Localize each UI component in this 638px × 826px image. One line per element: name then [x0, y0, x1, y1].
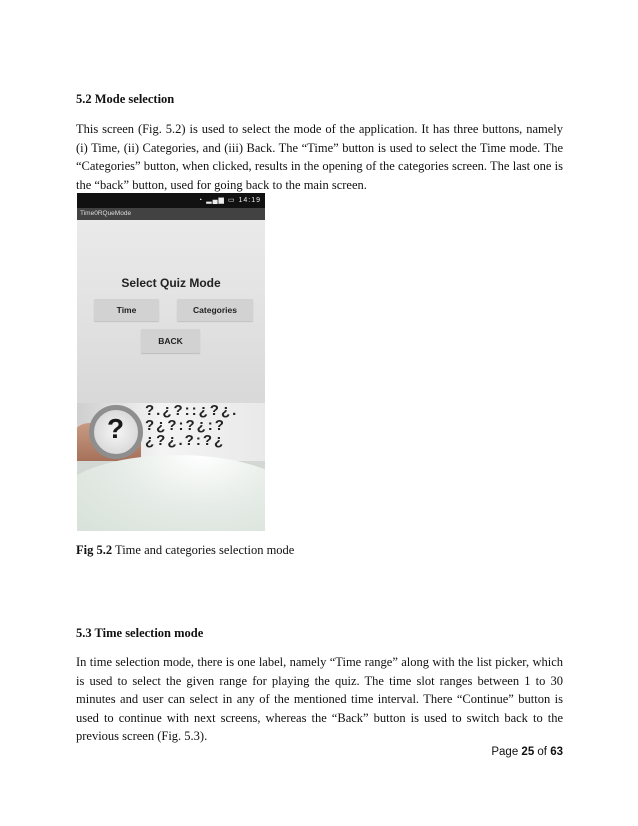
- section-5-2-heading: 5.2 Mode selection: [76, 92, 175, 106]
- battery-icon: ▭: [227, 197, 236, 204]
- signal-icon: ◔ ▂▄▆: [198, 197, 225, 204]
- question-marks-pattern: ?.¿?::¿?¿. ?¿?:?¿:? ¿?¿.?:?¿: [145, 403, 239, 449]
- background-swoosh: [77, 455, 265, 531]
- app-screenshot: [77, 193, 265, 531]
- quiz-mode-title: Select Quiz Mode: [121, 276, 221, 290]
- section-5-3-paragraph: In time selection mode, there is one label, namely “Time range” along with the list picker, which is used to select the given range for playing the quiz. The time slot ranges between 1 to 30 minutes and user can select in any of the mentioned time interval. There “Continue” button is used to continue with next screens, whereas the “Back” button is used to switch back to the previous screen (Fig. 5.3).: [76, 655, 563, 744]
- question-marks-image: [77, 403, 265, 461]
- page-total: 63: [550, 746, 563, 758]
- figure-label: Fig 5.2: [76, 543, 113, 557]
- app-title: Time0RQueMode: [80, 210, 132, 217]
- status-bar: [77, 193, 265, 208]
- app-title-bar: [77, 208, 265, 220]
- figure-caption: [76, 543, 294, 558]
- question-mark-icon: ?: [107, 413, 125, 444]
- page-prefix: Page: [491, 746, 522, 758]
- time-button[interactable]: Time: [94, 299, 159, 321]
- section-5-3-heading: 5.3 Time selection mode: [76, 626, 204, 640]
- status-icons: [198, 196, 261, 204]
- page-of: of: [534, 746, 551, 758]
- section-5-2-paragraph: This screen (Fig. 5.2) is used to select the mode of the application. It has three buttons, namely (i) Time, (ii) Categories, and (iii) Back. The “Time” button is used to select the Time mode. The “Categories” button, when clicked, results in the opening of the categories screen. The last one is the “back” button, used for going back to the main screen.: [76, 122, 563, 192]
- page-footer: [491, 746, 563, 758]
- status-time: 14:19: [238, 197, 261, 204]
- page-number: 25: [521, 746, 535, 758]
- categories-button[interactable]: Categories: [177, 299, 253, 321]
- figure-caption-text: Time and categories selection mode: [112, 543, 295, 557]
- back-button[interactable]: BACK: [141, 329, 200, 353]
